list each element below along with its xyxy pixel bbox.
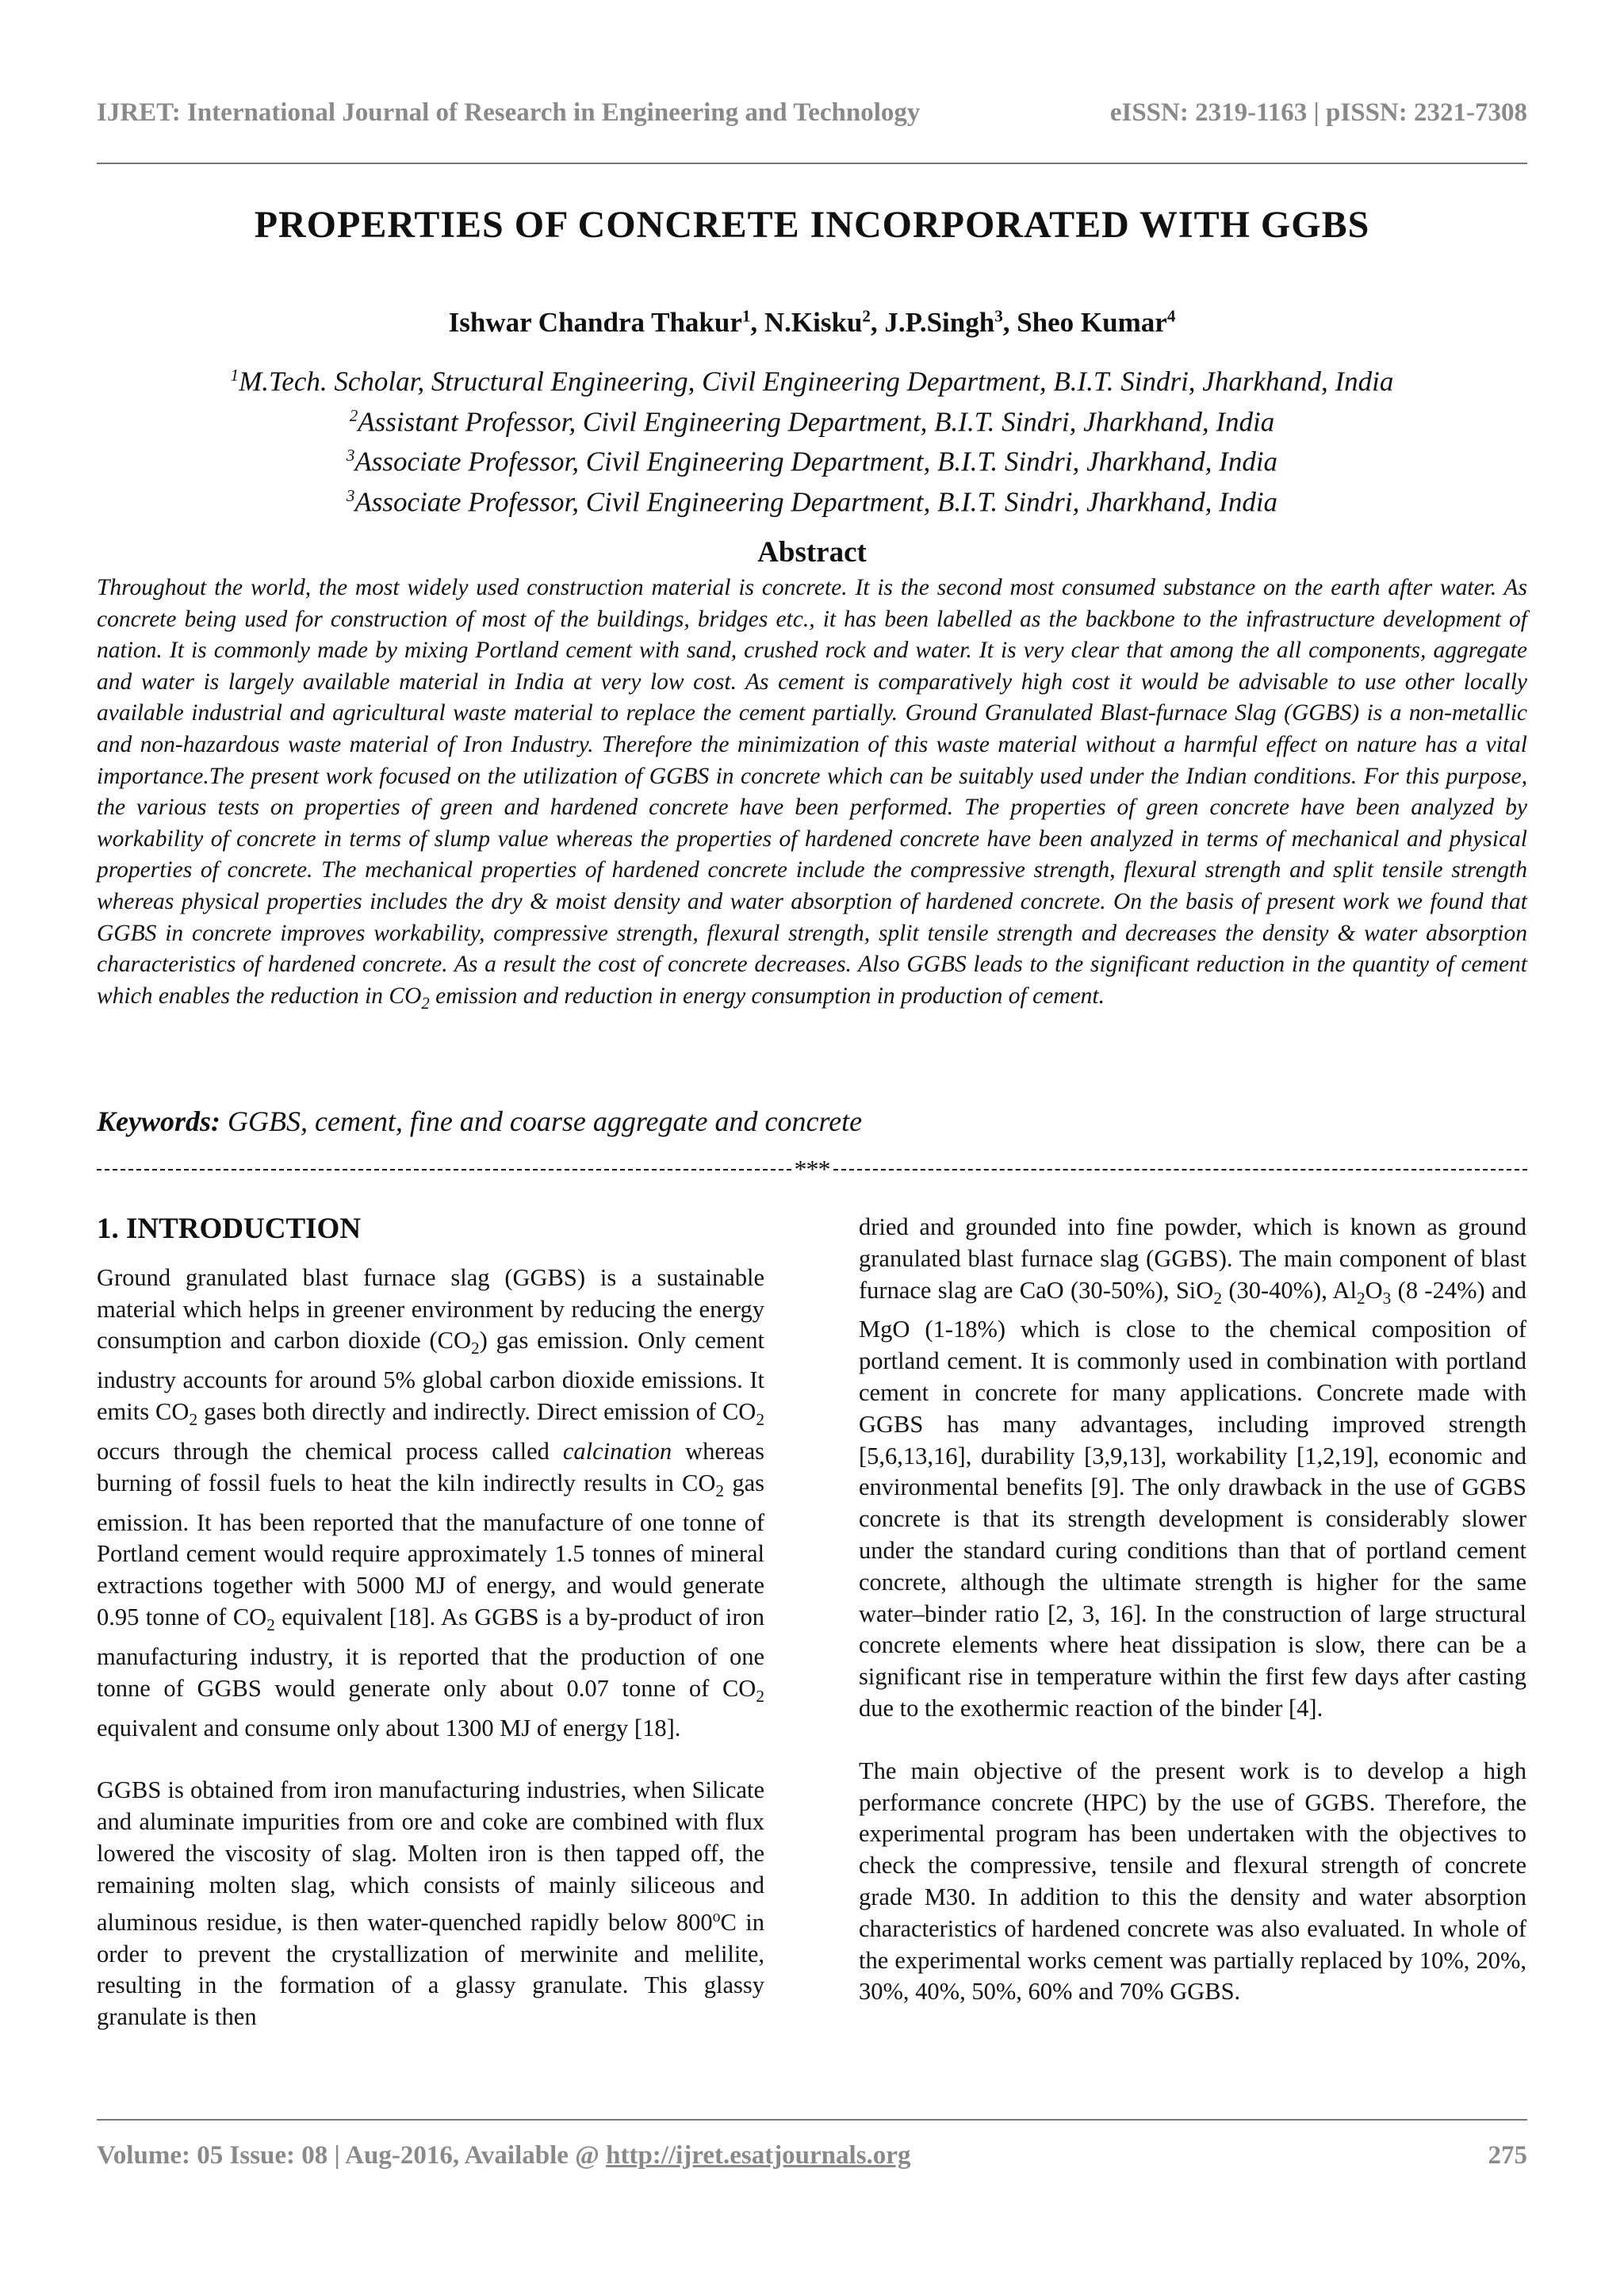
keywords-label: Keywords:	[97, 1105, 220, 1137]
section-heading: 1. INTRODUCTION	[97, 1213, 362, 1245]
volume-info: Volume: 05 Issue: 08 | Aug-2016, Available @ http://ijret.esatjournals.org	[97, 2141, 911, 2170]
author: Sheo Kumar$^4$	[1017, 306, 1176, 338]
section-divider	[97, 1155, 1527, 1184]
author: Ishwar Chandra Thakur$^1$	[448, 306, 751, 338]
abstract-heading: Abstract	[757, 536, 867, 569]
affiliation: $^1$M.Tech. Scholar, Structural Engineering, Civil Engineering Department, B.I.T. Sindri, Jharkhand, India	[230, 366, 1394, 397]
paper-title: PROPERTIES OF CONCRETE INCORPORATED WITH GGBS	[254, 204, 1370, 246]
running-footer	[97, 2141, 1527, 2170]
keywords-text: GGBS, cement, fine and coarse aggregate and concrete	[228, 1105, 863, 1137]
paragraph: GGBS is obtained from iron manufacturing industries, when Silicate and aluminate impurities from ore and coke are combined with flux lowered the viscosity of slag. Molten iron is then tapped off, the remaining molten slag, which consists of mainly siliceous and aluminous residue, is then water-quenched rapidly below 800$^o$C in order to prevent the crystallization of merwinite and melilite, resulting in the formation of a glassy granulate. This glassy granulate is then	[97, 1776, 764, 2031]
affiliation: $^3$Associate Professor, Civil Engineering Department, B.I.T. Sindri, Jharkhand, India	[346, 446, 1278, 477]
issn: eISSN: 2319-1163 | pISSN: 2321-7308	[1109, 98, 1527, 127]
page-number: 275	[1488, 2141, 1527, 2170]
left-column	[97, 1213, 764, 2064]
affiliations	[97, 358, 1527, 519]
paragraph: Ground granulated blast furnace slag (GGBS) is a sustainable material which helps in greener environment by reducing the energy consumption and carbon dioxide $(CO_2)$ gas emission. Only cement industry accounts for around 5% global carbon dioxide emissions. It emits $CO_2$ gases both directly and indirectly. Direct emission of $CO_2$ occurs through the chemical process called calcination whereas burning of fossil fuels to heat the kiln indirectly results in $CO_2$ gas emission. It has been reported that the manufacture of one tonne of Portland cement would require approximately 1.5 tonnes of mineral extractions together with 5000 MJ of energy, and would generate 0.95 tonne of $CO_2$ equivalent [18]. As GGBS is a by-product of iron manufacturing industry, it is reported that the production of one tonne of GGBS would generate only about 0.07 tonne of $CO_2$ equivalent and consume only about 1300 MJ of energy [18].	[97, 1263, 765, 1741]
affiliation: $^3$Associate Professor, Civil Engineering Department, B.I.T. Sindri, Jharkhand, India	[346, 485, 1278, 518]
keywords	[97, 1105, 1527, 1138]
author-list: Ishwar Chandra Thakur$^1$, N.Kisku$^2$, J.P.Singh$^3$, Sheo Kumar$^4$	[448, 306, 1176, 338]
footer-rule	[97, 2119, 1527, 2121]
author: N.Kisku$^2$	[764, 306, 871, 338]
divider-mark: ***	[794, 1155, 830, 1183]
header-rule	[97, 163, 1527, 164]
affiliation: $^2$Assistant Professor, Civil Engineering Department, B.I.T. Sindri, Jharkhand, India	[349, 405, 1275, 438]
paragraph: dried and grounded into fine powder, which is known as ground granulated blast furnace slag (GGBS). The main component of blast furnace slag are CaO (30-50%), SiO$_2$ (30-40%), $Al_2O_3$ (8 -24%) and MgO (1-18%) which is close to the chemical composition of portland cement. It is commonly used in combination with portland cement in concrete for many applications. Concrete made with GGBS has many advantages, including improved strength [5,6,13,16], durability [3,9,13], workability [1,2,19], economic and environmental benefits [9]. The only drawback in the use of GGBS concrete is that its strength development is considerably slower under the standard curing conditions than that of portland cement concrete, although the ultimate strength is higher for the same water–binder ratio [2, 3, 16]. In the construction of large structural concrete elements where heat dissipation is slow, there can be a significant rise in temperature within the first few days after casting due to the exothermic reaction of the binder [4].	[859, 1213, 1526, 1722]
journal-link[interactable]: http://ijret.esatjournals.org	[606, 2141, 911, 2170]
running-header	[97, 98, 1527, 128]
author: J.P.Singh$^3$	[884, 306, 1003, 338]
abstract-text: Throughout the world, the most widely used construction material is concrete. It is the second most consumed substance on the earth after water. As concrete being used for construction of most of the buildings, bridges etc., it has been labelled as the backbone to the infrastructure development of nation. It is commonly made by mixing Portland cement with sand, crushed rock and water. It is very clear that among the all components, aggregate and water is largely available material in India at very low cost. As cement is comparatively high cost it would be advisable to use other locally available industrial and agricultural waste material to replace the cement partially. Ground Granulated Blast-furnace Slag (GGBS) is a non-metallic and non-hazardous waste material of Iron Industry. Therefore the minimization of this waste material without a harmful effect on nature has a vital importance.The present work focused on the utilization of GGBS in concrete which can be suitably used under the Indian conditions. For this purpose, the various tests on properties of green and hardened concrete have been performed. The properties of green concrete have been analyzed by workability of concrete in terms of slump value whereas the properties of hardened concrete have been analyzed in terms of mechanical and physical properties of concrete. The mechanical properties of hardened concrete include the compressive strength, flexural strength and split tensile strength whereas physical properties includes the dry & moist density and water absorption of hardened concrete. On the basis of present work we found that GGBS in concrete improves workability, compressive strength, flexural strength, split tensile strength and decreases the density & water absorption characteristics of hardened concrete. As a result the cost of concrete decreases. Also GGBS leads to the significant reduction in the quantity of cement which enables the reduction in $CO_2$ emission and reduction in energy consumption in production of cement.	[97, 575, 1527, 1013]
paragraph: The main objective of the present work is to develop a high performance concrete (HPC) by the use of GGBS. Therefore, the experimental program has been undertaken with the objectives to check the compressive, tensile and flexural strength of concrete grade M30. In addition to this the density and water absorption characteristics of hardened concrete was also evaluated. In whole of the experimental works cement was partially replaced by 10%, 20%, 30%, 40%, 50%, 60% and 70% GGBS.	[859, 1757, 1526, 2006]
right-column	[859, 1212, 1526, 2039]
journal-name: IJRET: International Journal of Research in Engineering and Technology	[97, 98, 921, 127]
